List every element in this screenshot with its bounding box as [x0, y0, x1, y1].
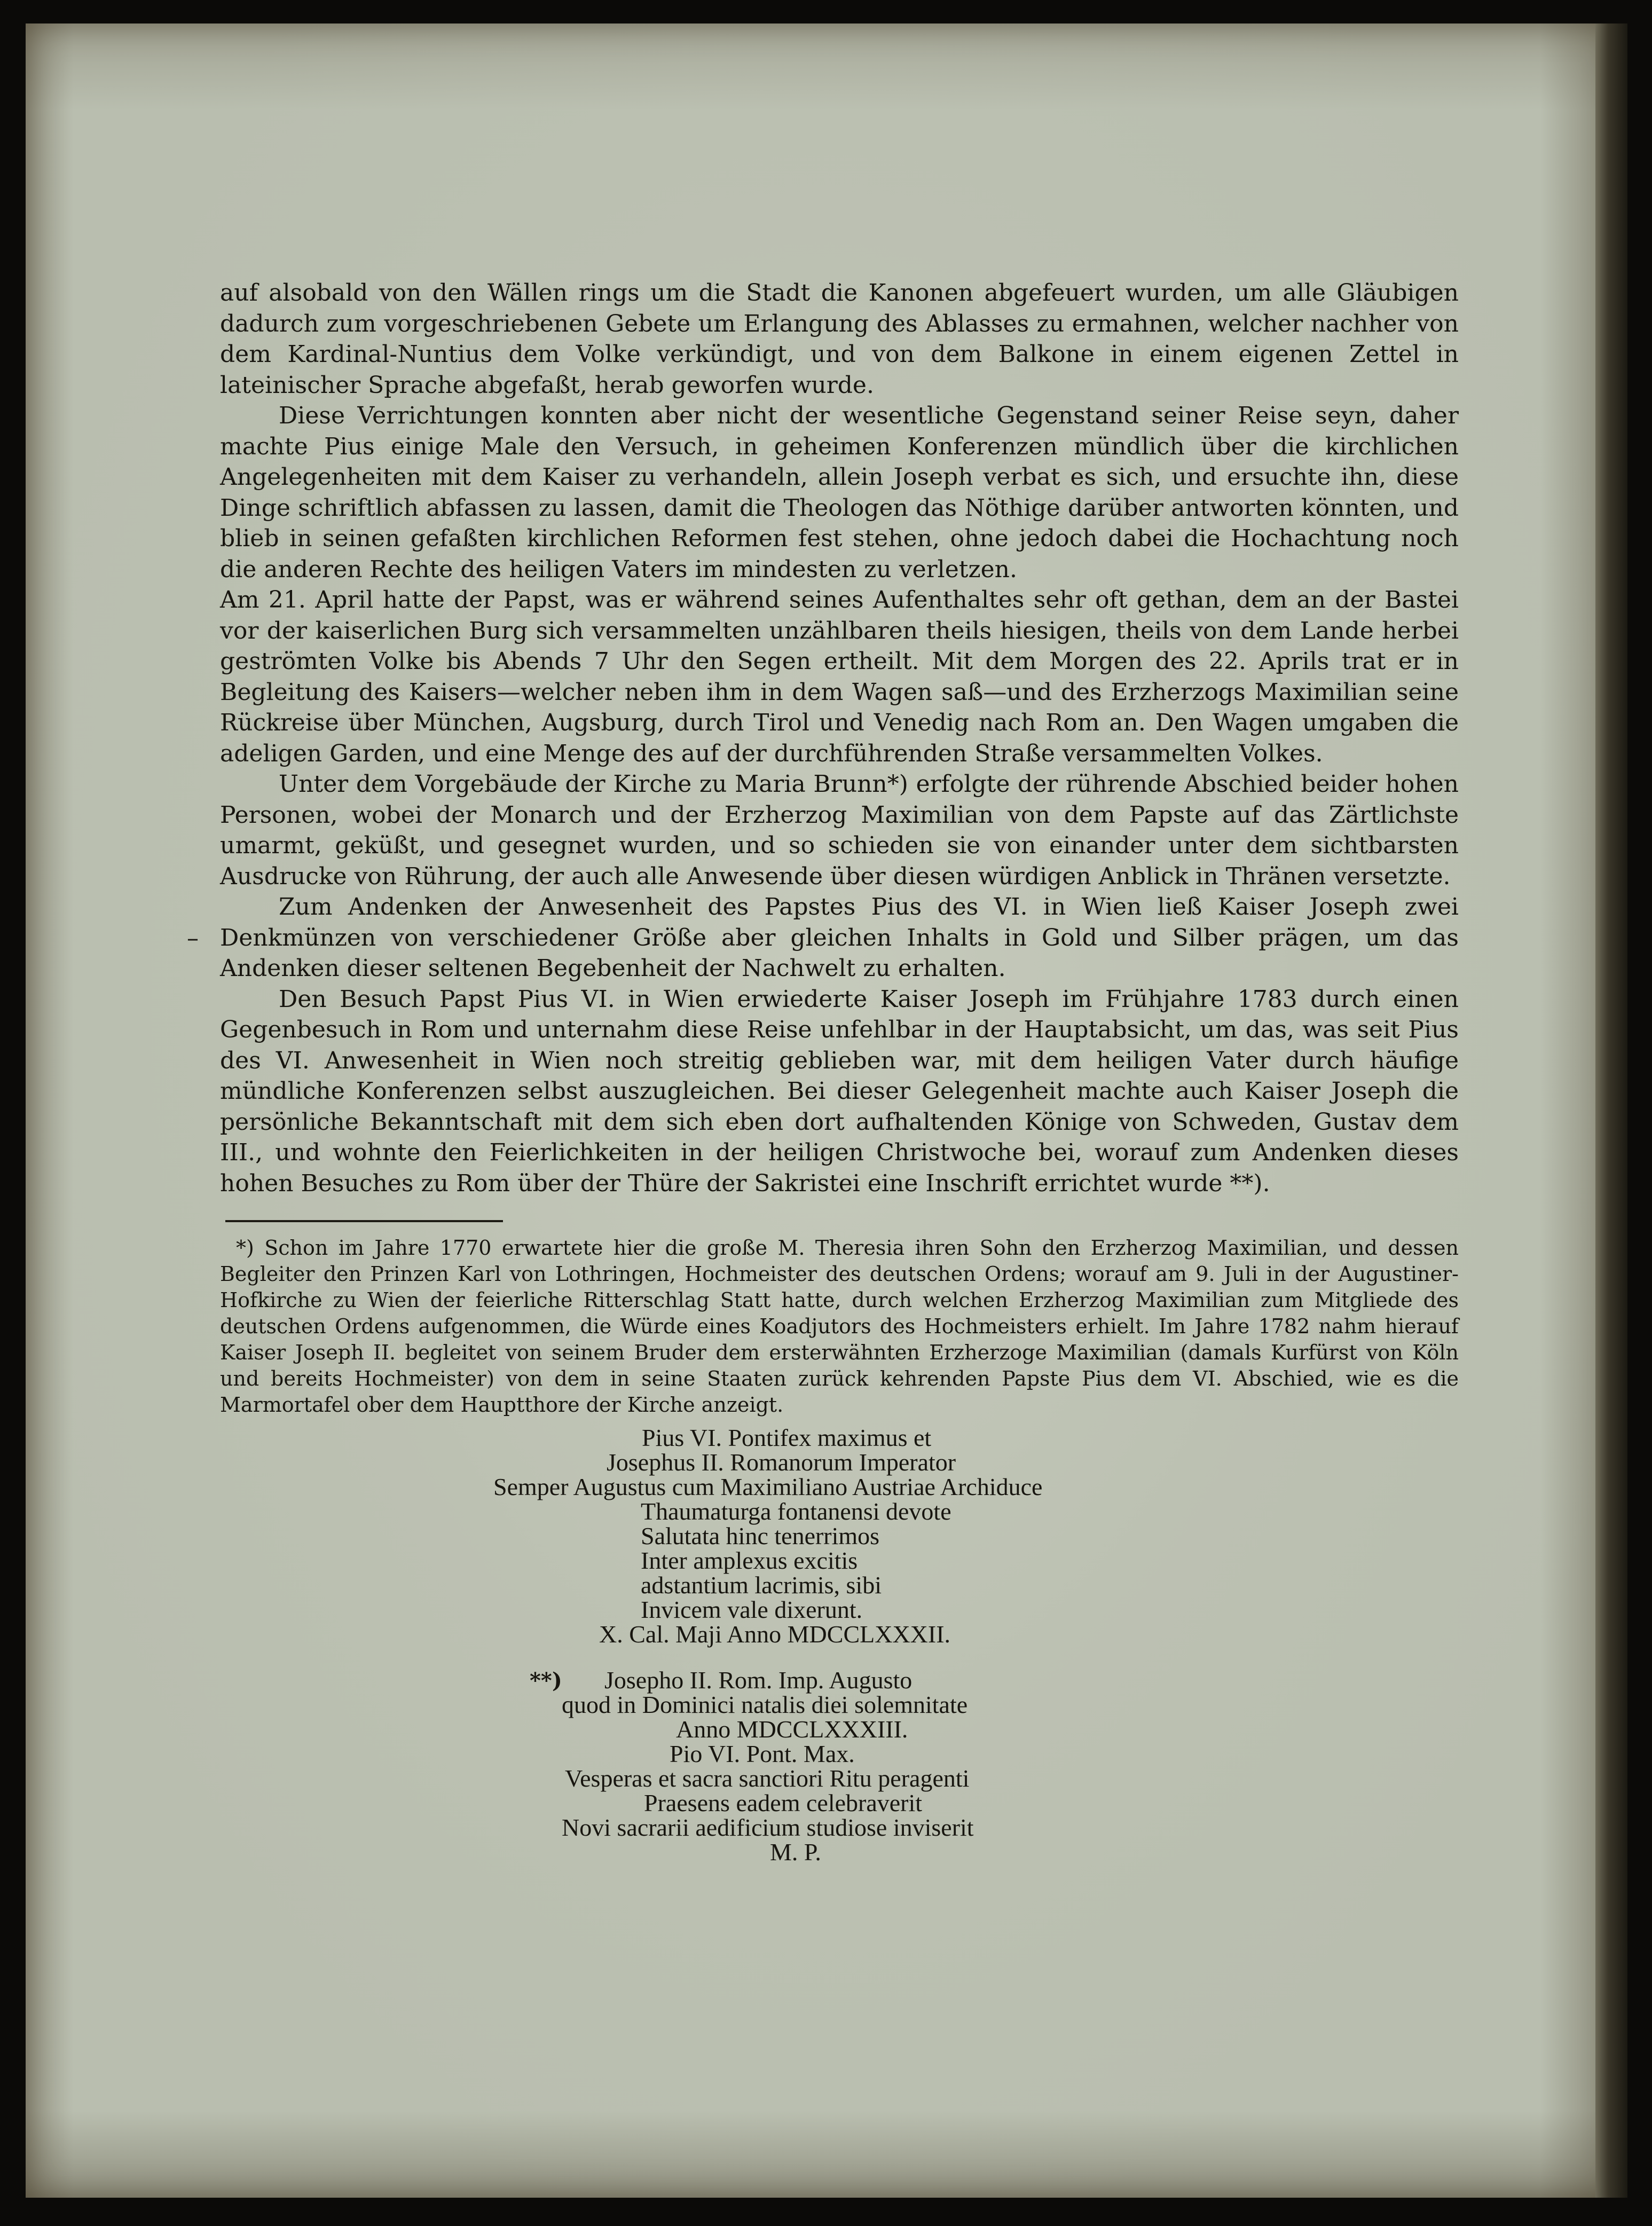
page-text — [187, 278, 1459, 1866]
inscription-2-line: Pio VI. Pont. Max. — [670, 1740, 855, 1767]
footnote-rule — [225, 1220, 503, 1222]
inscription-2-line: Novi sacrarii aedificium studiose inviserit — [562, 1814, 974, 1841]
inscription-1-line: Josephus II. Romanorum Imperator — [607, 1449, 956, 1476]
footnote: *) Schon im Jahre 1770 erwartete hier die große M. Theresia ihren Sohn den Erzherzog Maximilian, und dessen Begleiter den Prinzen Karl von Lothringen, Hochmeister des deutschen Ordens; worauf am 9. Juli in der Augustiner-Hofkirche zu Wien der feierliche Ritterschlag Statt hatte, durch welchen Erzherzog Maximilian zum Mitgliede des deutschen Ordens aufgenommen, die Würde eines Koadjutors des Hochmeisters erhielt. Im Jahre 1782 nahm hierauf Kaiser Joseph II. begleitet von seinem Bruder dem ersterwähnten Erzherzoge Maximilian (damals Kurfürst von Köln und bereits Hochmeister) von dem in seine Staaten zurück kehrenden Papste Pius dem VI. Abschied, wie es die Marmortafel ober dem Hauptthore der Kirche anzeigt. — [220, 1236, 1459, 1417]
inscription-2-line: Vesperas et sacra sanctiori Ritu peragenti — [565, 1765, 970, 1792]
inscription-1-line: Semper Augustus cum Maximiliano Austriae Archiduce — [493, 1473, 1043, 1500]
inscription-1-line: Invicem vale dixerunt. — [641, 1596, 863, 1623]
inscription-1-line: Inter amplexus excitis — [641, 1547, 858, 1574]
inscription-2-line: Anno MDCCLXXXIII. — [676, 1716, 908, 1743]
paragraph-2: Diese Verrichtungen konnten aber nicht der wesentliche Gegenstand seiner Reise seyn, daher machte Pius einige Male den Versuch, in geheimen Konferenzen mündlich über die kirchlichen Angelegenheiten mit dem Kaiser zu verhandeln, allein Joseph verbat es sich, und ersuchte ihn, diese Dinge schriftlich abfassen zu lassen, damit die Theologen das Nöthige darüber antworten könnten, und blieb in seinen gefaßten kirchlichen Reformen fest stehen, ohne jedoch dabei die Hochachtung noch die anderen Rechte des heiligen Vaters im mindesten zu verletzen. — [220, 402, 1459, 583]
paragraph-6: Den Besuch Papst Pius VI. in Wien erwiederte Kaiser Joseph im Frühjahre 1783 durch einen Gegenbesuch in Rom und unternahm diese Reise unfehlbar in der Hauptabsicht, um das, was seit Pius des VI. Anwesenheit in Wien noch streitig geblieben war, mit dem heiligen Vater durch häufige mündliche Konferenzen selbst auszugleichen. Bei dieser Gelegenheit machte auch Kaiser Joseph die persönliche Bekanntschaft mit dem sich eben dort aufhaltenden Könige von Schweden, Gustav dem III., und wohnte den Feierlichkeiten in der heiligen Christwoche bei, worauf zum Andenken dieses hohen Besuches zu Rom über der Thüre der Sakristei eine Inschrift errichtet wurde **). — [220, 985, 1459, 1197]
inscription-2 — [220, 1668, 1459, 1865]
inscription-1-line: Thaumaturga fontanensi devote — [641, 1498, 951, 1525]
inscription-2-line: quod in Dominici natalis diei solemnitate — [562, 1691, 968, 1718]
margin-mark: – — [187, 925, 199, 952]
inscription-1 — [220, 1426, 1459, 1647]
book-binding-edge — [1595, 23, 1627, 2198]
inscription-1-line: Pius VI. Pontifex maximus et — [642, 1424, 932, 1451]
inscription-2-line: M. P. — [770, 1838, 821, 1866]
inscription-1-line: adstantium lacrimis, sibi — [641, 1571, 882, 1599]
paragraph-5: Zum Andenken der Anwesenheit des Papstes Pius des VI. in Wien ließ Kaiser Joseph zwei Denkmünzen von verschiedener Größe aber gleichen Inhalts in Gold und Silber prägen, um das Andenken dieser seltenen Begebenheit der Nachwelt zu erhalten. — [220, 893, 1459, 982]
inscription-1-line: Salutata hinc tenerrimos — [641, 1522, 880, 1549]
inscription-1-line: X. Cal. Maji Anno MDCCLXXXII. — [599, 1621, 951, 1648]
paragraph-4: Unter dem Vorgebäude der Kirche zu Maria Brunn*) erfolgte der rührende Abschied beider hohen Personen, wobei der Monarch und der Erzherzog Maximilian von dem Papste auf das Zärtlichste umarmt, geküßt, und gesegnet wurden, und so schieden sie von einander unter dem sichtbarsten Ausdrucke von Rührung, der auch alle Anwesende über diesen würdigen Anblick in Thränen versetzte. — [220, 770, 1459, 890]
inscription-2-marker: **) — [530, 1668, 562, 1693]
paragraph-3: Am 21. April hatte der Papst, was er während seines Aufenthaltes sehr oft gethan, dem an der Bastei vor der kaiserlichen Burg sich versammelten unzählbaren theils hiesigen, theils von dem Lande herbei geströmten Volke bis Abends 7 Uhr den Segen ertheilt. Mit dem Morgen des 22. Aprils trat er in Begleitung des Kaisers—welcher neben ihm in dem Wagen saß—und des Erzherzogs Maximilian seine Rückreise über München, Augsburg, durch Tirol und Venedig nach Rom an. Den Wagen umgaben die adeligen Garden, und eine Menge des auf der durchführenden Straße versammelten Volkes. — [220, 586, 1459, 767]
inscription-2-line: Praesens eadem celebraverit — [644, 1789, 923, 1816]
inscription-2-line: Josepho II. Rom. Imp. Augusto — [604, 1666, 912, 1694]
paragraph-1: auf alsobald von den Wällen rings um die Stadt die Kanonen abgefeuert wurden, um alle Gläubigen dadurch zum vorgeschriebenen Gebete um Erlangung des Ablasses zu ermahnen, welcher nachher von dem Kardinal-Nuntius dem Volke verkündigt, und von dem Balkone in einem eigenen Zettel in lateinischer Sprache abgefaßt, herab geworfen wurde. — [220, 279, 1459, 399]
